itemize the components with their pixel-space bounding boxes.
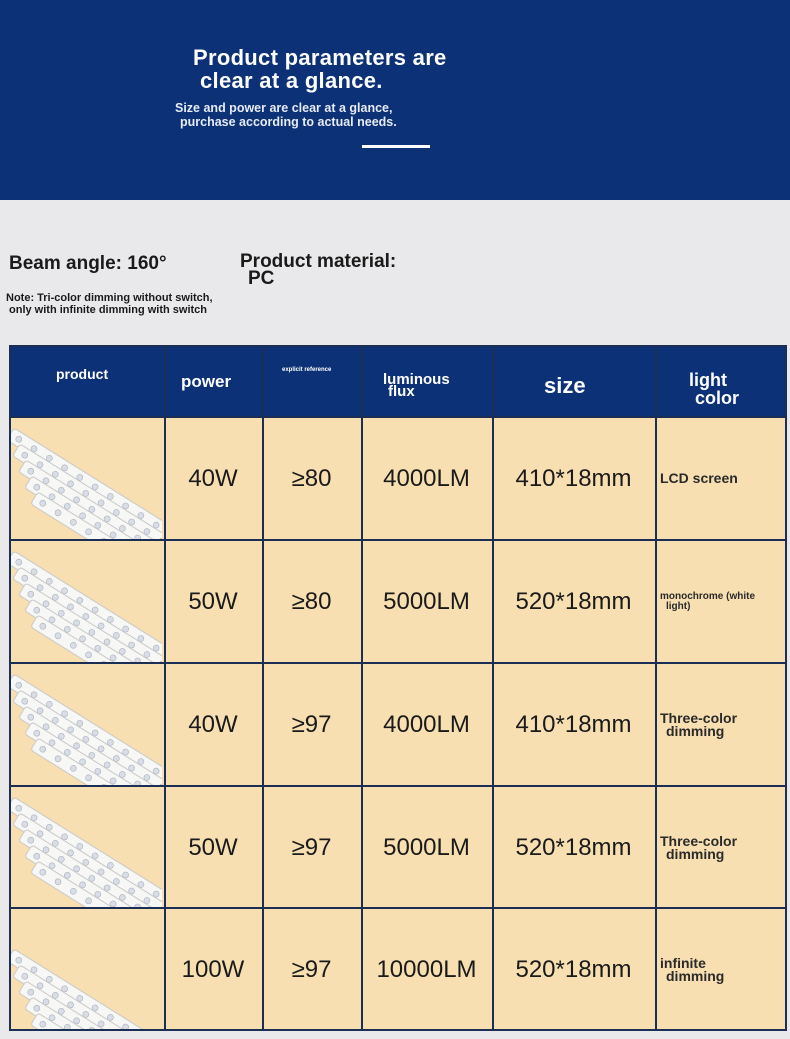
size-cell: 410*18mm [515,710,632,738]
flux-cell: 4000LM [383,710,470,738]
light-color-cell [655,787,787,908]
header-color-line1: light [689,370,727,390]
table-row-divider [9,1029,787,1031]
note-line1: Note: Tri-color dimming without switch, [6,292,213,304]
product-image [9,664,162,785]
flux-cell: 4000LM [383,464,470,492]
header-flux [361,345,492,416]
reference-cell: ≥80 [291,587,332,615]
beam-angle-spec: Beam angle: 160° [9,253,167,274]
size-cell: 520*18mm [515,833,632,861]
table-row-divider [9,539,787,541]
product-image [9,541,162,662]
header-product: product [56,366,109,382]
table-row [9,418,787,539]
light-color-cell [655,418,787,539]
banner-subtitle-line2: purchase according to actual needs. [180,115,397,129]
table-row-divider [9,662,787,664]
light-color-line1: infinite [660,954,706,971]
table-row-divider [9,416,787,418]
banner-title-line1: Product parameters are [193,45,447,70]
power-cell: 50W [188,587,238,615]
table-column-divider [655,345,657,1031]
light-color-line1: monochrome (white [660,590,756,602]
light-color-line1: LCD screen [660,470,738,486]
product-image [9,909,162,1030]
table-column-divider [164,345,166,1031]
spec-table [9,345,787,1031]
banner-divider [362,145,430,148]
power-cell: 40W [188,710,238,738]
table-column-divider [361,345,363,1031]
material-label: Product material: [240,251,397,272]
size-cell: 410*18mm [515,464,632,492]
light-color-cell [655,541,787,662]
material-value: PC [248,268,275,289]
table-row [9,664,787,785]
table-row-divider [9,345,787,347]
table-column-divider [785,345,787,1031]
note-line2: only with infinite dimming with switch [9,304,207,316]
header-reference: explicit reference [282,367,332,373]
header-color-line2: color [695,388,740,408]
reference-cell: ≥97 [291,955,332,983]
flux-cell: 5000LM [383,587,470,615]
table-row-divider [9,785,787,787]
reference-cell: ≥97 [291,710,332,738]
dimming-note [6,292,213,316]
banner-title-line2: clear at a glance. [200,68,383,93]
flux-cell: 10000LM [376,955,477,983]
table-header-row [9,345,787,416]
light-color-line1: Three-color [660,709,738,726]
reference-cell: ≥80 [291,464,332,492]
header-flux-line2: flux [388,383,415,400]
light-color-line2: dimming [666,845,725,862]
table-row-divider [9,907,787,909]
header-flux-line1: luminous [383,371,450,388]
table-column-divider [9,345,11,1031]
size-cell: 520*18mm [515,587,632,615]
power-cell: 40W [188,464,238,492]
table-column-divider [492,345,494,1031]
power-cell: 100W [181,955,245,983]
size-cell: 520*18mm [515,955,632,983]
table-row [9,541,787,662]
header-size: size [544,373,586,398]
table-row [9,787,787,908]
banner-subtitle [175,101,397,129]
product-image [9,787,162,908]
product-image [9,418,162,539]
reference-cell: ≥97 [291,833,332,861]
header-banner [0,0,790,200]
power-cell: 50W [188,833,238,861]
light-color-cell [655,909,787,1030]
light-color-line1: Three-color [660,832,738,849]
light-color-line2: dimming [666,722,725,739]
light-color-line2: light) [666,600,691,612]
banner-subtitle-line1: Size and power are clear at a glance, [175,101,393,115]
light-color-cell [655,664,787,785]
banner-title [193,46,447,92]
material-spec [240,253,396,287]
flux-cell: 5000LM [383,833,470,861]
header-power: power [181,372,232,391]
header-light-color [655,345,787,416]
light-color-line2: dimming [666,967,725,984]
table-column-divider [262,345,264,1031]
table-row [9,909,787,1030]
